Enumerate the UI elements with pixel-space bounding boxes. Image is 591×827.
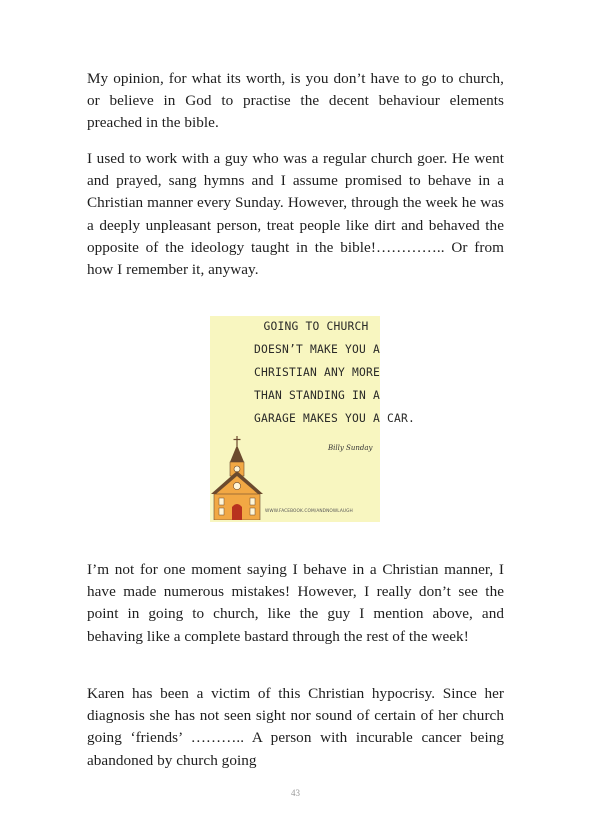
poster-quote-line: THAN STANDING IN A [254,389,381,402]
poster-quote-line: GARAGE MAKES YOU A CAR. [254,412,416,425]
paragraph-not-saying: I’m not for one moment saying I behave in a Christian manner, I have made numerous mistakes! However, I really don’t see the point in going to church, like the guy I mention above, and behaving like a complete bastard through the rest of the week! [87,561,504,645]
paragraph-opinion: My opinion, for what its worth, is you don’t have to go to church, or believe in God to practise the decent behaviour elements preached in the bible. [87,70,504,132]
poster-quote-line: DOESN’T MAKE YOU A [254,343,381,356]
church-illustration-icon [210,434,270,520]
poster-quote-line: CHRISTIAN ANY MORE [254,366,381,379]
page-number: 43 [291,788,300,798]
poster-source-url: WWW.FACEBOOK.COM/ANDNOWLAUGH [265,509,353,514]
paragraph-karen: Karen has been a victim of this Christian hypocrisy. Since her diagnosis she has not seen sight nor sound of certain of her church going ‘friends’ ……….. A person with incurable cancer being abandoned by church going [87,685,504,769]
poster-attribution: Billy Sunday [328,444,373,452]
quote-poster-image [210,316,416,522]
poster-quote-line: GOING TO CHURCH [263,320,369,333]
paragraph-church-goer: I used to work with a guy who was a regular church goer. He went and prayed, sang hymns and I assume promised to behave in a Christian manner every Sunday. However, through the week he was a deeply unpleasant person, treat people like dirt and behaved the opposite of the ideology taught in the bible!………….. Or from how I remember it, anyway. [87,150,504,279]
